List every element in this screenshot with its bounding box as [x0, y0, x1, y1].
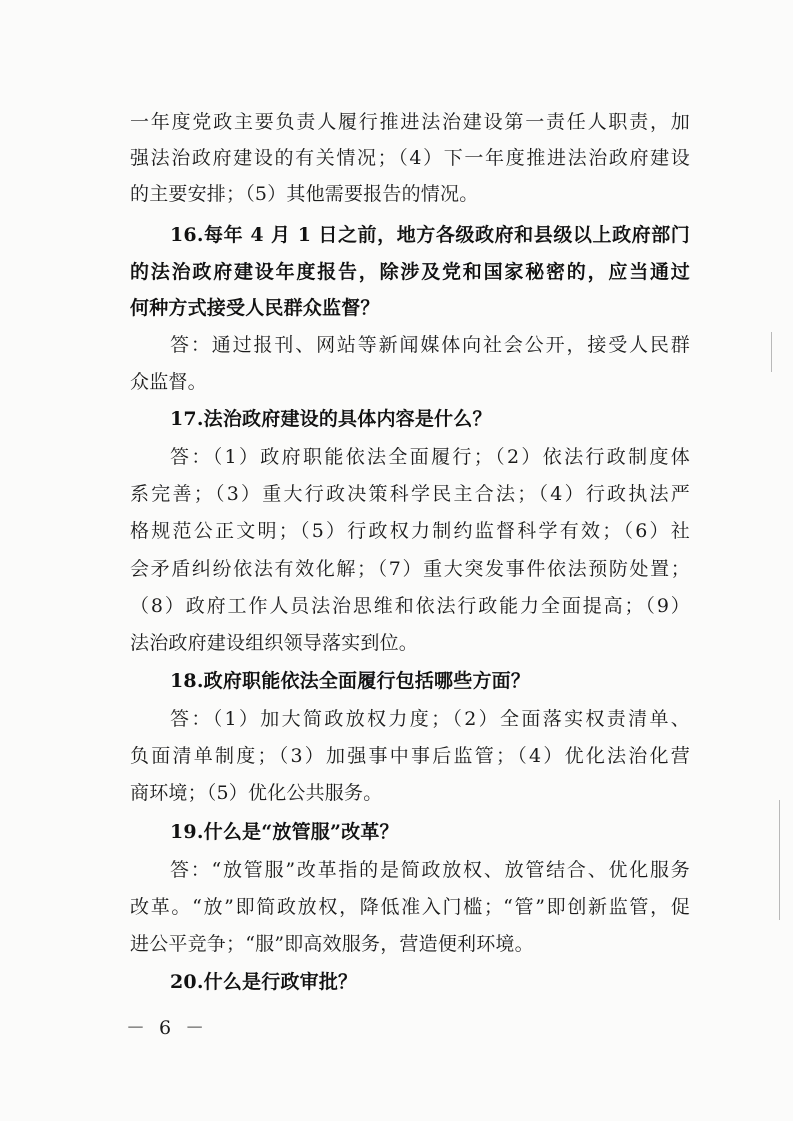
question-19-heading: 19.什么是“放管服”改革？	[170, 821, 399, 843]
answer-17-line: 系完善；（3）重大行政决策科学民主合法；（4）行政执法严	[130, 483, 690, 505]
answer-16-line: 众监督。	[130, 371, 207, 393]
answer-17-line: 法治政府建设组织领导落实到位。	[130, 632, 419, 654]
answer-17-line: 格规范公正文明；（5）行政权力制约监督科学有效；（6）社	[130, 520, 690, 542]
answer-17-line: 会矛盾纠纷依法有效化解；（7）重大突发事件依法预防处置；	[130, 558, 690, 580]
answer-18-line: 答：（1）加大简政放权力度；（2）全面落实权责清单、	[170, 708, 690, 730]
question-20-heading: 20.什么是行政审批？	[170, 971, 358, 993]
question-16-line: 何种方式接受人民群众监督？	[130, 297, 380, 319]
body-text-line: 一年度党政主要负责人履行推进法治建设第一责任人职责，加	[130, 111, 690, 133]
body-text-line: 强法治政府建设的有关情况；（4）下一年度推进法治政府建设	[130, 147, 690, 169]
body-text-line: 的主要安排；（5）其他需要报告的情况。	[130, 183, 479, 205]
question-16-line: 16.每年 4 月 1 日之前，地方各级政府和县级以上政府部门	[170, 224, 690, 246]
answer-17-line: （8）政府工作人员法治思维和依法行政能力全面提高；（9）	[130, 595, 690, 617]
page-number: － 6 －	[126, 1017, 209, 1039]
answer-19-line: 改革。“放”即简政放权，降低准入门槛；“管”即创新监管，促	[130, 896, 690, 918]
scan-edge-mark	[771, 332, 772, 372]
question-18-heading: 18.政府职能依法全面履行包括哪些方面？	[170, 670, 531, 692]
question-17-heading: 17.法治政府建设的具体内容是什么？	[170, 408, 492, 430]
answer-19-line: 答：“放管服”改革指的是简政放权、放管结合、优化服务	[170, 859, 690, 881]
answer-16-line: 答：通过报刊、网站等新闻媒体向社会公开，接受人民群	[170, 334, 690, 356]
answer-17-line: 答：（1）政府职能依法全面履行；（2）依法行政制度体	[170, 446, 690, 468]
question-16-line: 的法治政府建设年度报告，除涉及党和国家秘密的，应当通过	[130, 261, 690, 283]
answer-18-line: 商环境；（5）优化公共服务。	[130, 782, 383, 804]
scan-edge-mark	[779, 800, 780, 920]
answer-18-line: 负面清单制度；（3）加强事中事后监管；（4）优化法治化营	[130, 745, 690, 767]
answer-19-line: 进公平竞争；“服”即高效服务，营造便利环境。	[130, 933, 534, 955]
